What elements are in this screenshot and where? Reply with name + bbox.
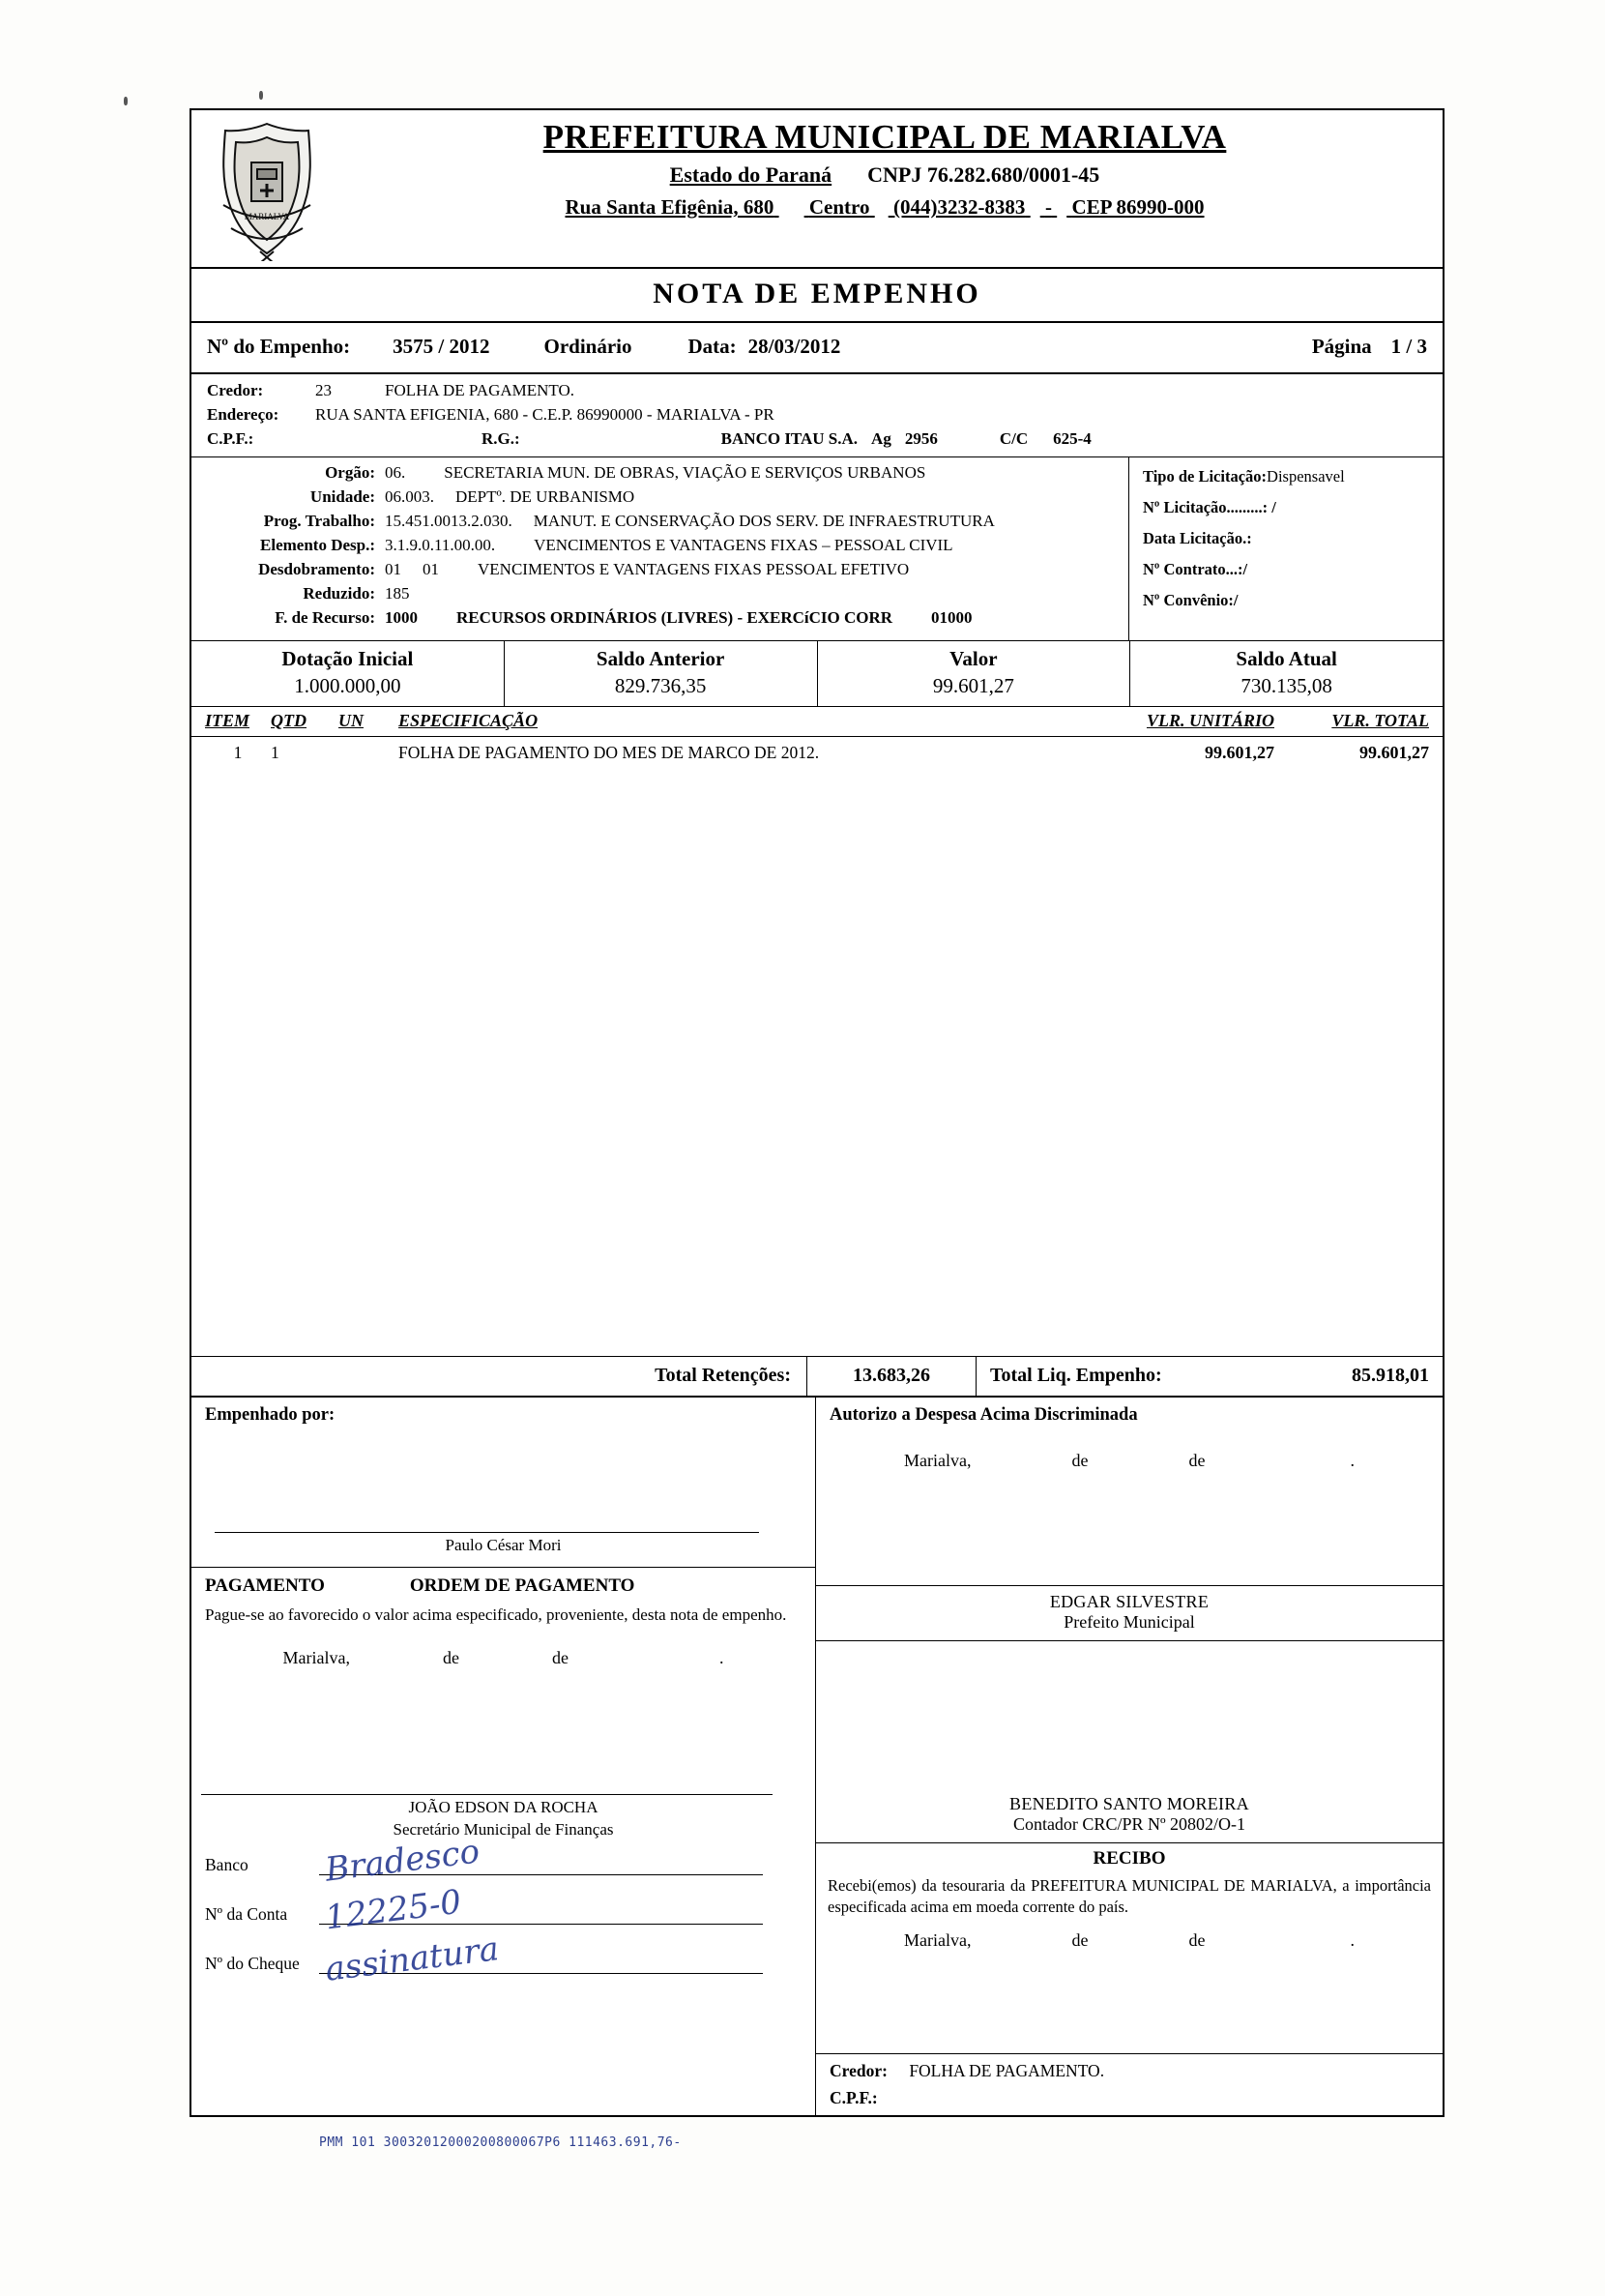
banco-handwriting: Bradesco (323, 1832, 482, 1890)
total-liquido-value: 85.918,01 (1352, 1365, 1429, 1386)
page-value: 1 / 3 (1390, 335, 1427, 358)
contador-block (816, 1794, 1443, 1842)
empenho-number-value: 3575 / 2012 (393, 335, 490, 358)
recibo-de-1: de (1071, 1929, 1089, 1950)
empenho-date-value: 28/03/2012 (747, 335, 841, 358)
numero-convenio-label: Nº Convênio:/ (1143, 591, 1239, 609)
tipo-licitacao-row (1143, 467, 1433, 486)
bank-field-row[interactable] (205, 1832, 802, 1890)
prog-trabalho-label: Prog. Trabalho: (263, 512, 375, 530)
creditor-code: 23 (315, 381, 332, 399)
unidade-code: 06.003. (385, 487, 434, 506)
autorizo-city: Marialva, (904, 1451, 972, 1470)
dotacao-inicial-value: 1.000.000,00 (294, 674, 401, 697)
prog-trabalho-desc: MANUT. E CONSERVAÇÃO DOS SERV. DE INFRAESTRUTURA (533, 512, 995, 530)
numero-licitacao-label: Nº Licitação.........: / (1143, 498, 1276, 516)
recibo-creditor-name: FOLHA DE PAGAMENTO. (909, 2060, 1105, 2080)
column-especificacao: ESPECIFICAÇÃO (398, 711, 539, 730)
elemento-despesa-code: 3.1.9.0.11.00.00. (385, 536, 496, 554)
pagamento-city: Marialva, (282, 1647, 350, 1667)
prog-trabalho-code: 15.451.0013.2.030. (385, 512, 512, 530)
row-vlr-total: 99.601,27 (1359, 743, 1429, 762)
ordem-pagamento-title: ORDEM DE PAGAMENTO (409, 1575, 635, 1596)
total-retencoes-value: 13.683,26 (806, 1357, 976, 1396)
autorizo-de-2: de (1188, 1451, 1206, 1470)
conta-handwriting: 12225-0 (323, 1882, 464, 1938)
contador-role: Contador CRC/PR Nº 20802/O-1 (1012, 1814, 1246, 1834)
reduzido-value: 185 (385, 584, 410, 603)
dotacao-inicial-cell (191, 641, 505, 706)
autorizo-period: . (1350, 1451, 1355, 1470)
creditor-block (191, 374, 1443, 457)
empenhado-por-label: Empenhado por: (205, 1405, 336, 1425)
banco-label: Banco (205, 1854, 248, 1874)
valor-value: 99.601,27 (932, 674, 1014, 697)
recibo-cpf-label: C.P.F.: (830, 2087, 878, 2107)
cheque-label: Nº do Cheque (205, 1953, 300, 1973)
right-signature-column (816, 1398, 1443, 2115)
signatures-section (191, 1398, 1443, 2115)
header-district: Centro (808, 195, 870, 219)
header-address: Rua Santa Efigênia, 680 (565, 195, 774, 219)
saldo-atual-value: 730.135,08 (1240, 674, 1332, 697)
pagamento-date-line (191, 1627, 815, 1668)
bank-name: BANCO ITAU S.A. (720, 429, 859, 448)
cheque-handwriting: assinatura (323, 1929, 502, 1989)
fonte-recurso-desc: RECURSOS ORDINÁRIOS (LIVRES) - EXERCíCIO CORR (456, 608, 893, 627)
bidding-info-block (1128, 457, 1443, 640)
header-phone: (044)3232-8383 (892, 195, 1026, 219)
page-title: PREFEITURA MUNICIPAL DE MARIALVA (542, 118, 1227, 156)
totals-row (191, 1356, 1443, 1398)
creditor-name: FOLHA DE PAGAMENTO. (385, 381, 574, 399)
items-table-header (191, 707, 1443, 737)
elemento-despesa-label: Elemento Desp.: (260, 536, 375, 554)
conta-input[interactable] (319, 1882, 763, 1938)
items-table-body (191, 737, 1443, 1356)
address-label: Endereço: (207, 405, 279, 424)
valor-label: Valor (949, 647, 998, 670)
scan-speck (259, 91, 263, 100)
conta-label: Nº da Conta (205, 1903, 288, 1924)
header-state: Estado do Paraná (669, 162, 832, 187)
empenho-summary-row (191, 323, 1443, 374)
recibo-de-2: de (1188, 1929, 1206, 1950)
table-row (191, 737, 1443, 763)
bank-agency-label: Ag (871, 429, 891, 448)
recibo-period: . (1350, 1929, 1355, 1950)
saldo-anterior-label: Saldo Anterior (596, 647, 725, 670)
row-especificacao: FOLHA DE PAGAMENTO DO MES DE MARCO DE 2012. (398, 743, 820, 762)
dotacao-inicial-label: Dotação Inicial (281, 647, 414, 670)
creditor-label: Credor: (207, 381, 264, 399)
bank-fields-block (191, 1832, 815, 1993)
reduzido-label: Reduzido: (303, 584, 375, 603)
cheque-input[interactable] (319, 1929, 763, 1989)
column-item: ITEM (205, 711, 250, 730)
footer-barcode-text: PMM 101 30032012000200800067P6 111463.691,76- (319, 2135, 682, 2150)
prefeito-name: EDGAR SILVESTRE (1049, 1592, 1210, 1611)
fonte-recurso-label: F. de Recurso: (275, 608, 375, 627)
numero-contrato-label: Nº Contrato...:/ (1143, 560, 1248, 578)
bank-account-label: C/C (999, 429, 1029, 448)
recibo-creditor-label: Credor: (830, 2060, 888, 2080)
column-un: UN (338, 711, 364, 730)
contador-name: BENEDITO SANTO MOREIRA (1009, 1794, 1249, 1813)
empenho-date-label: Data: (687, 335, 737, 358)
empenho-number-label: Nº do Empenho: (207, 335, 351, 358)
total-liquido-label: Total Liq. Empenho: (976, 1357, 1249, 1396)
cpf-label: C.P.F.: (207, 429, 254, 448)
left-signature-column (191, 1398, 816, 2115)
orgao-code: 06. (385, 463, 406, 482)
budget-allocation-block (191, 457, 1443, 641)
empenhado-por-name: Paulo César Mori (445, 1536, 562, 1554)
valor-cell (818, 641, 1131, 706)
desdobramento-code2: 01 (423, 560, 439, 578)
recibo-title: RECIBO (1093, 1848, 1166, 1869)
secretario-name: JOÃO EDSON DA ROCHA (408, 1797, 598, 1816)
saldo-anterior-cell (505, 641, 818, 706)
secretario-role: Secretário Municipal de Finanças (393, 1819, 614, 1839)
nota-de-empenho-document (190, 108, 1444, 2117)
saldo-atual-cell (1130, 641, 1443, 706)
autorizo-de-1: de (1071, 1451, 1089, 1470)
banco-input[interactable] (319, 1832, 763, 1890)
orgao-desc: SECRETARIA MUN. DE OBRAS, VIAÇÃO E SERVIÇOS URBANOS (444, 463, 926, 482)
scan-speck (124, 97, 128, 105)
row-qtd: 1 (271, 743, 279, 762)
orgao-label: Orgão: (325, 463, 375, 482)
header-cep: CEP 86990-000 (1071, 195, 1205, 219)
unidade-label: Unidade: (309, 487, 375, 506)
column-vlr-unitario: VLR. UNITÁRIO (1146, 711, 1274, 730)
recibo-city: Marialva, (904, 1929, 972, 1950)
saldo-anterior-value: 829.736,35 (614, 674, 707, 697)
pagamento-period: . (718, 1647, 724, 1667)
pagamento-header (191, 1567, 815, 1601)
document-type-title: NOTA DE EMPENHO (191, 269, 1443, 323)
total-retencoes-label: Total Retenções: (655, 1365, 791, 1386)
tipo-licitacao-value: Dispensavel (1267, 467, 1345, 486)
fonte-recurso-num: 01000 (931, 608, 973, 627)
autorizo-date-line (816, 1426, 1443, 1471)
page-label: Página (1311, 335, 1372, 358)
address-value: RUA SANTA EFIGENIA, 680 - C.E.P. 86990000 - MARIALVA - PR (315, 405, 774, 424)
row-item: 1 (233, 743, 243, 762)
autorizo-title: Autorizo a Despesa Acima Discriminada (830, 1405, 1138, 1425)
header-cnpj: CNPJ 76.282.680/0001-45 (867, 162, 1100, 187)
data-licitacao-label: Data Licitação.: (1143, 529, 1252, 547)
bank-field-row[interactable] (205, 1882, 802, 1938)
column-vlr-total: VLR. TOTAL (1331, 711, 1429, 730)
rg-label: R.G.: (482, 429, 520, 448)
recibo-text: Recebi(emos) da tesouraria da PREFEITURA MUNICIPAL DE MARIALVA, a importância especificada acima em moeda corrente do país. (828, 1876, 1431, 1917)
fonte-recurso-code: 1000 (385, 608, 418, 627)
unidade-desc: DEPTº. DE URBANISMO (455, 487, 635, 506)
document-header (191, 110, 1443, 269)
prefeito-role: Prefeito Municipal (1064, 1612, 1195, 1632)
elemento-despesa-desc: VENCIMENTOS E VANTAGENS FIXAS – PESSOAL CIVIL (534, 536, 953, 554)
pagamento-title: PAGAMENTO (205, 1575, 325, 1596)
bank-account-value: 625-4 (1053, 429, 1092, 448)
desdobramento-label: Desdobramento: (258, 560, 375, 578)
recibo-creditor-block (816, 2053, 1443, 2115)
balances-row (191, 641, 1443, 707)
row-vlr-unitario: 99.601,27 (1205, 743, 1274, 762)
empenho-type-value: Ordinário (543, 335, 632, 358)
recibo-date-line (816, 1919, 1443, 1951)
tipo-licitacao-label: Tipo de Licitação: (1143, 467, 1268, 486)
crest-label: MARIALVA (244, 212, 290, 221)
coat-of-arms-icon (191, 110, 336, 267)
desdobramento-desc: VENCIMENTOS E VANTAGENS FIXAS PESSOAL EFETIVO (478, 560, 910, 578)
pagamento-de-2: de (551, 1647, 569, 1667)
pagamento-text: Pague-se ao favorecido o valor acima especificado, proveniente, desta nota de empenho. (205, 1605, 787, 1624)
column-qtd: QTD (271, 711, 306, 730)
prefeito-block (816, 1586, 1443, 1640)
bank-agency-value: 2956 (904, 429, 938, 448)
pagamento-de-1: de (442, 1647, 459, 1667)
bank-field-row[interactable] (205, 1929, 802, 1989)
desdobramento-code: 01 (385, 560, 401, 578)
header-dash: - (1044, 195, 1052, 219)
saldo-atual-label: Saldo Atual (1236, 647, 1337, 670)
